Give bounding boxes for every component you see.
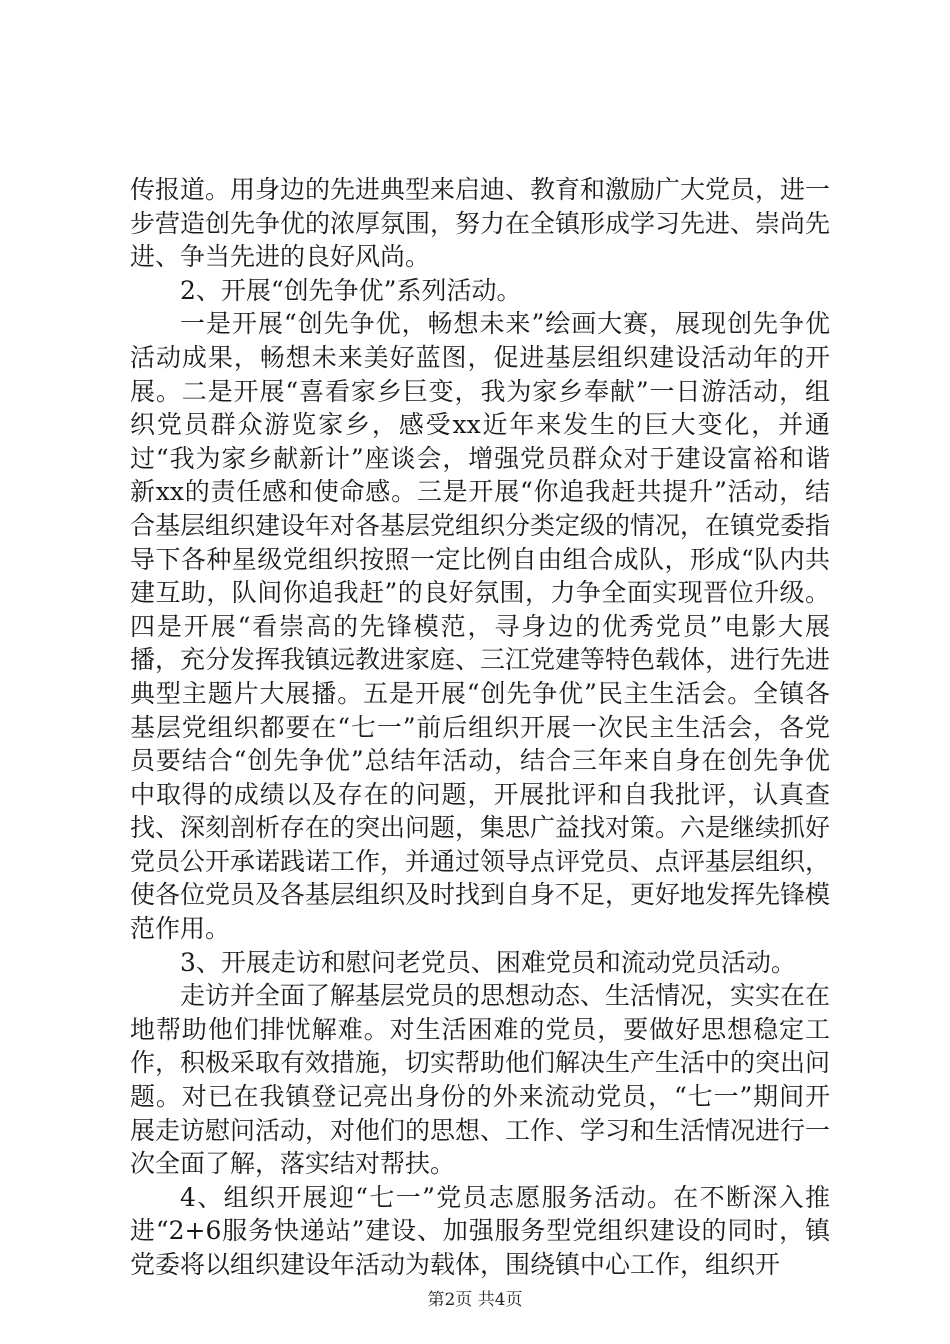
paragraph-visits: 走访并全面了解基层党员的思想动态、生活情况，实实在在地帮助他们排忧解难。对生活困难的党员，要做好思想稳定工作，积极采取有效措施，切实帮助他们解决生产生活中的突出问题。对已在我镇登记亮出身份的外来流动党员，“七一”期间开展走访慰问活动，对他们的思想、工作、学习和生活情况进行一次全面了解，落实结对帮扶。 bbox=[130, 981, 831, 1179]
section-heading-3: 3、开展走访和慰问老党员、困难党员和流动党员活动。 bbox=[180, 947, 796, 977]
document-body bbox=[130, 173, 830, 1282]
paragraph-continuation: 传报道。用身边的先进典型来启迪、教育和激励广大党员，进一步营造创先争优的浓厚氛围，努力在全镇形成学习先进、崇尚先进、争当先进的良好风尚。 bbox=[130, 175, 831, 272]
page-number: 第2页 共4页 bbox=[427, 1290, 523, 1310]
section-heading-2: 2、开展“创先争优”系列活动。 bbox=[180, 275, 522, 305]
paragraph-activities: 一是开展“创先争优，畅想未来”绘画大赛，展现创先争优活动成果，畅想未来美好蓝图，促进基层组织建设活动年的开展。二是开展“喜看家乡巨变，我为家乡奉献”一日游活动，组织党员群众游览家乡，感受xx近年来发生的巨大变化，并通过“我为家乡献新计”座谈会，增强党员群众对于建设富裕和谐新xx的责任感和使命感。三是开展“你追我赶共提升”活动，结合基层组织建设年对各基层党组织分类定级的情况，在镇党委指导下各种星级党组织按照一定比例自由组合成队，形成“队内共建互助，队间你追我赶”的良好氛围，力争全面实现晋位升级。四是开展“看崇高的先锋模范，寻身边的优秀党员”电影大展播，充分发挥我镇远教进家庭、三江党建等特色载体，进行先进典型主题片大展播。五是开展“创先争优”民主生活会。全镇各基层党组织都要在“七一”前后组织开展一次民主生活会，各党员要结合“创先争优”总结年活动，结合三年来自身在创先争优中取得的成绩以及存在的问题，开展批评和自我批评，认真查找、深刻剖析存在的突出问题，集思广益找对策。六是继续抓好党员公开承诺践诺工作，并通过领导点评党员、点评基层组织，使各位党员及各基层组织及时找到自身不足，更好地发挥先锋模范作用。 bbox=[130, 309, 831, 944]
section-heading-4: 4、组织开展迎“七一”党员志愿服务活动。在不断深入推进“2+6服务快递站”建设、加强服务型党组织建设的同时，镇党委将以组织建设年活动为载体，围绕镇中心工作，组织开 bbox=[130, 1182, 830, 1279]
